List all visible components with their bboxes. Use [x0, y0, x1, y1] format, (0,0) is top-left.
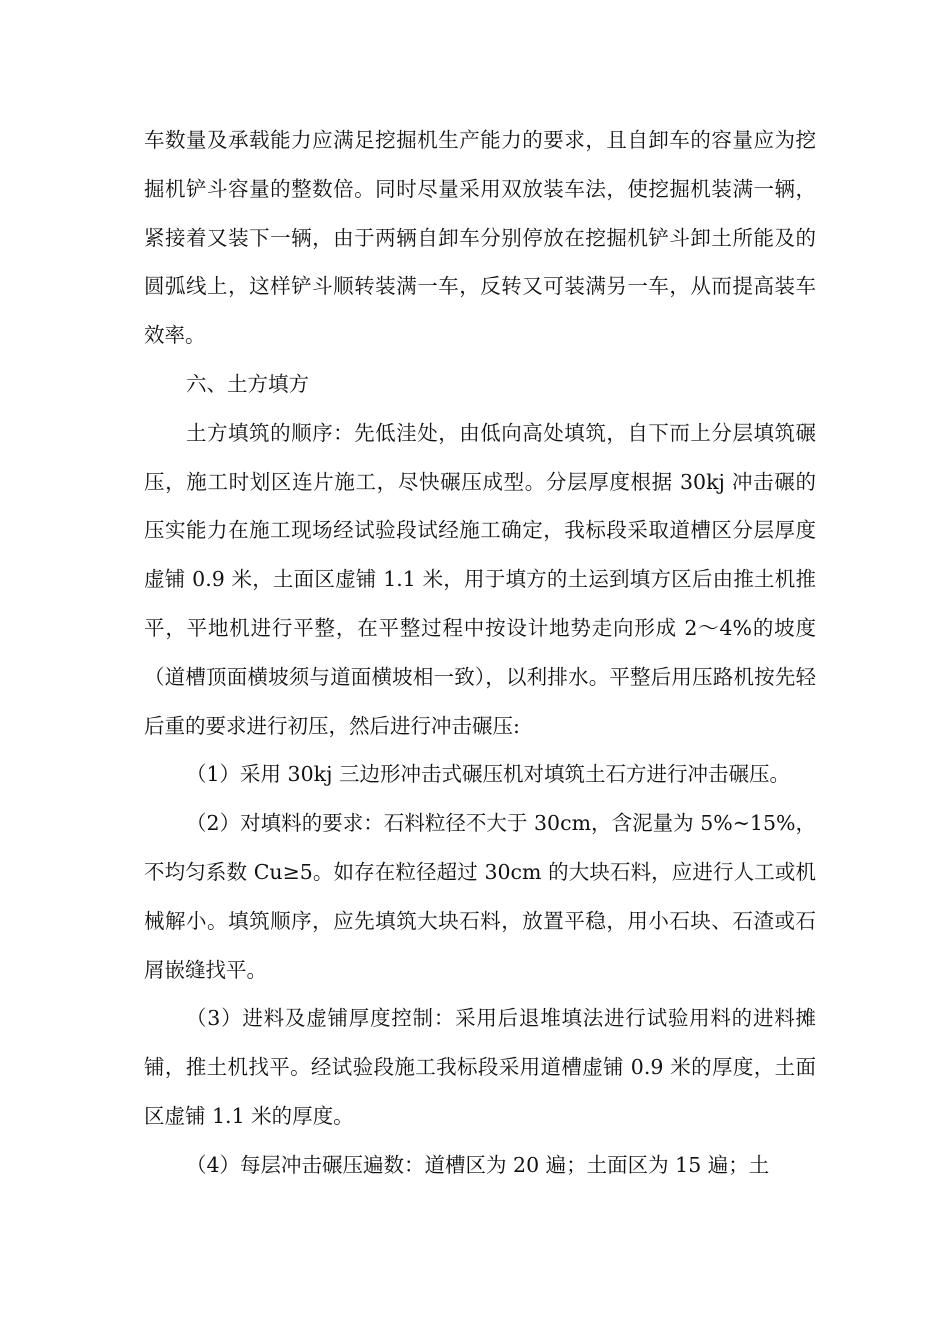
section-heading-earth-fill: 六、土方填方: [186, 371, 309, 396]
paragraph-item-4: （4）每层冲击碾压遍数：道槽区为 20 遍；土面区为 15 遍；土: [186, 1152, 770, 1177]
paragraph-item-3: （3）进料及虚铺厚度控制：采用后退堆填法进行试验用料的进料摊铺，推土机找平。经试验段施工我标段采用道槽虚铺 0.9 米的厚度，土面区虚铺 1.1 米的厚度。: [144, 1006, 816, 1128]
paragraph-item-2: （2）对填料的要求：石料粒径不大于 30cm，含泥量为 5%~15%，不均匀系数 Cu≥5。如存在粒径超过 30cm 的大块石料，应进行人工或机械解小。填筑顺序，应先填筑大块石料，放置平稳，用小石块、石渣或石屑嵌缝找平。: [144, 811, 816, 982]
document-body: [144, 116, 816, 1190]
paragraph-loading-method: 车数量及承载能力应满足挖掘机生产能力的要求，且自卸车的容量应为挖掘机铲斗容量的整数倍。同时尽量采用双放装车法，使挖掘机装满一辆，紧接着又装下一辆，由于两辆自卸车分别停放在挖掘机铲斗卸土所能及的圆弧线上，这样铲斗顺转装满一车，反转又可装满另一车，从而提高装车效率。: [144, 128, 816, 348]
paragraph-item-1: （1）采用 30kj 三边形冲击式碾压机对填筑土石方进行冲击碾压。: [186, 762, 790, 787]
paragraph-fill-sequence: 土方填筑的顺序：先低洼处，由低向高处填筑，自下而上分层填筑碾压，施工时划区连片施工，尽快碾压成型。分层厚度根据 30kj 冲击碾的压实能力在施工现场经试验段试经施工确定，我标段采取道槽区分层厚度虚铺 0.9 米，土面区虚铺 1.1 米，用于填方的土运到填方区后由推土机推平，平地机进行平整，在平整过程中按设计地势走向形成 2～4%的坡度（道槽顶面横坡须与道面横坡相一致），以利排水。平整后用压路机按先轻后重的要求进行初压，然后进行冲击碾压:: [144, 420, 816, 738]
